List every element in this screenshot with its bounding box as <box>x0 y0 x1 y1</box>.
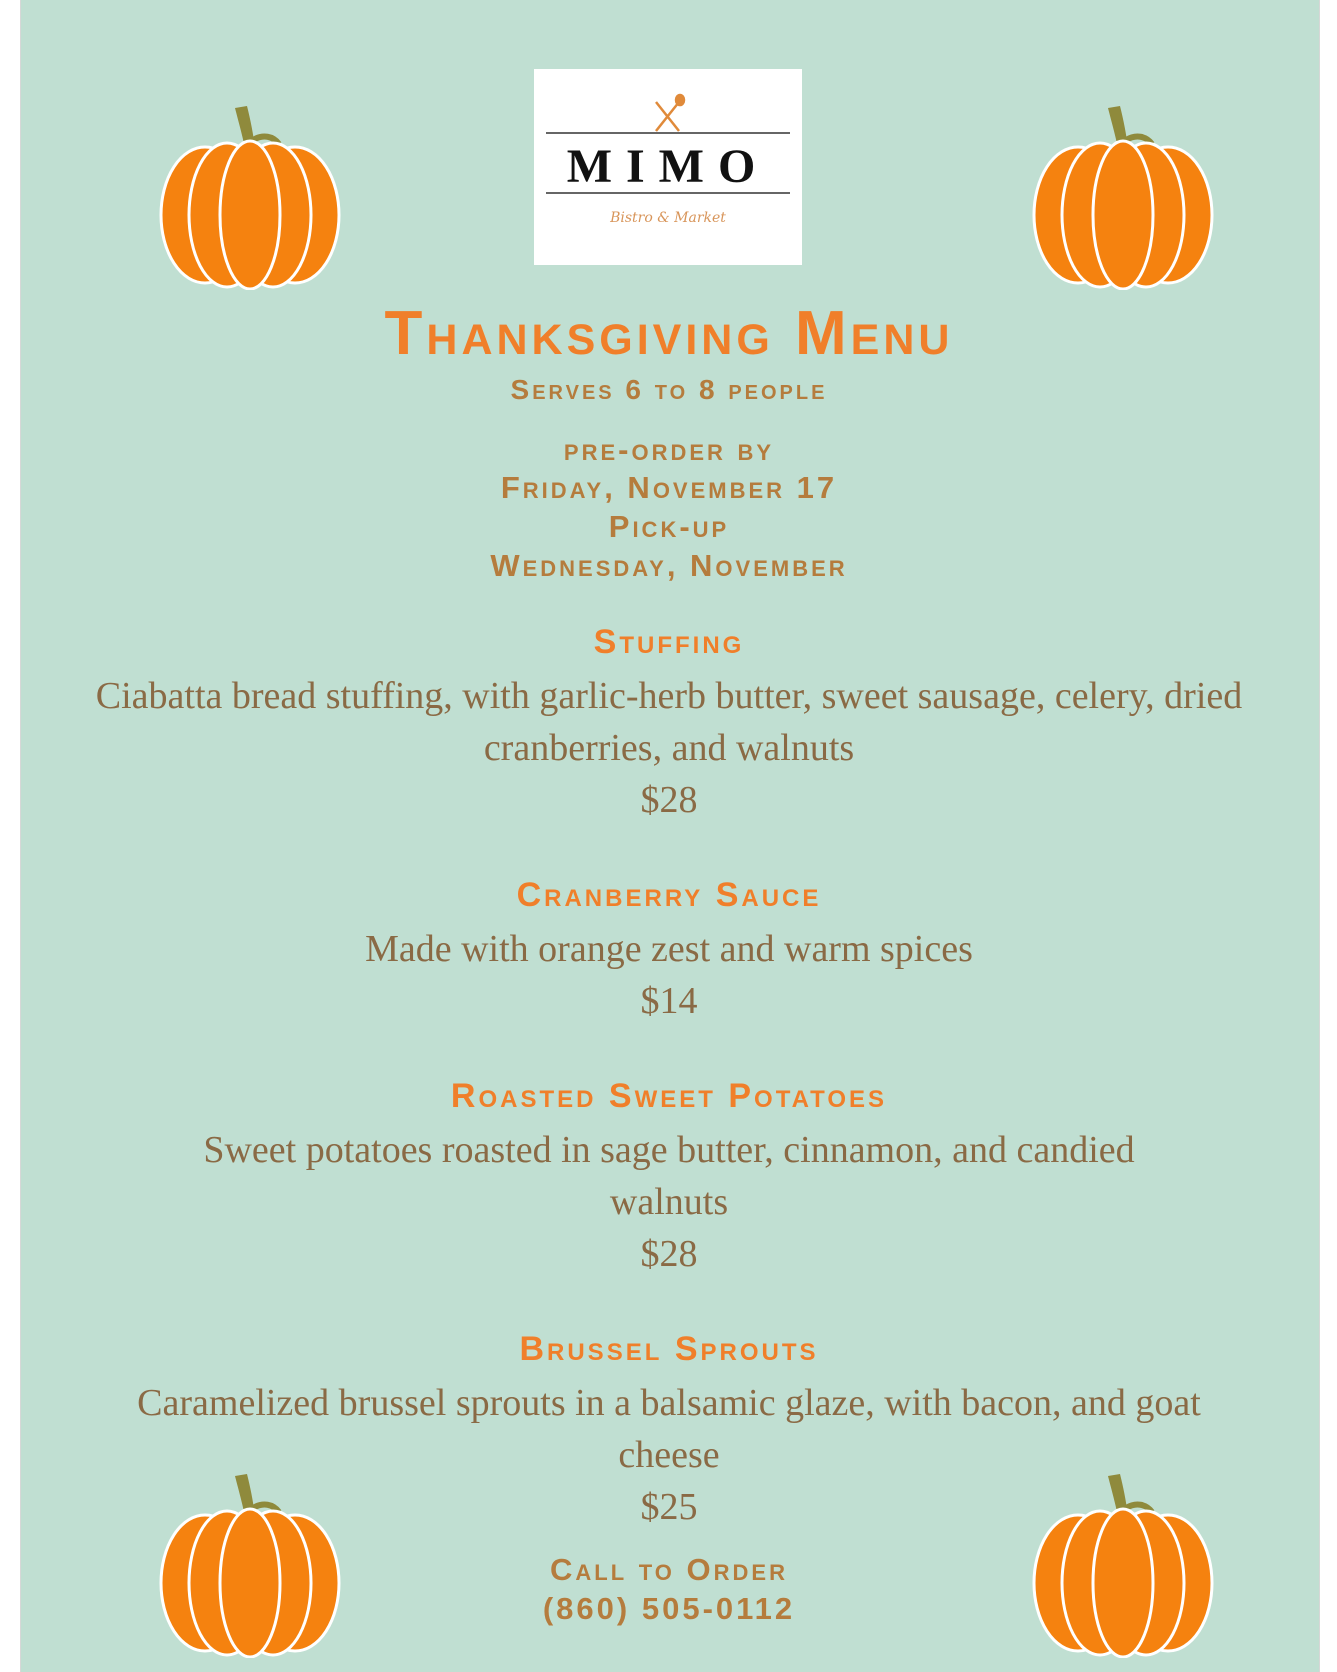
menu-item-description: Caramelized brussel sprouts in a balsamic glaze, with bacon, and goat cheese <box>137 1382 1201 1476</box>
menu-item-name: Roasted Sweet Potatoes <box>450 1077 888 1115</box>
logo-brand: MIMO <box>566 140 770 193</box>
pickup-date: Wednesday, November <box>490 548 848 583</box>
menu-item-name: Cranberry Sauce <box>516 876 822 914</box>
pickup-label: Pick-up <box>608 509 730 544</box>
menu-item-description: Made with orange zest and warm spices <box>365 928 973 970</box>
menu-item-name: Brussel Sprouts <box>519 1330 819 1368</box>
serves-note: Serves 6 to 8 people <box>510 374 828 405</box>
menu-item-name: Stuffing <box>593 623 745 661</box>
call-to-order-label: Call to Order <box>550 1552 788 1587</box>
pumpkin-icon <box>155 100 345 290</box>
page-title: Thanksgiving Menu <box>384 299 954 368</box>
menu-item-price: $28 <box>640 1233 698 1275</box>
mimo-logo <box>534 69 802 265</box>
logo-tagline: Bistro & Market <box>610 210 726 226</box>
crossed-utensils-icon <box>656 95 684 131</box>
menu-item-price: $25 <box>640 1486 698 1528</box>
menu-item-price: $28 <box>640 779 698 821</box>
pumpkin-icon <box>1028 100 1218 290</box>
preorder-label: pre-order by <box>563 432 775 467</box>
preorder-date: Friday, November 17 <box>500 470 838 505</box>
menu-item-description: Sweet potatoes roasted in sage butter, cinnamon, and candied walnuts <box>203 1129 1135 1223</box>
menu-item-description: Ciabatta bread stuffing, with garlic-herb butter, sweet sausage, celery, dried cranberries, and walnuts <box>95 675 1243 769</box>
menu-item-price: $14 <box>640 980 698 1022</box>
phone-number[interactable]: (860) 505-0112 <box>542 1591 796 1626</box>
